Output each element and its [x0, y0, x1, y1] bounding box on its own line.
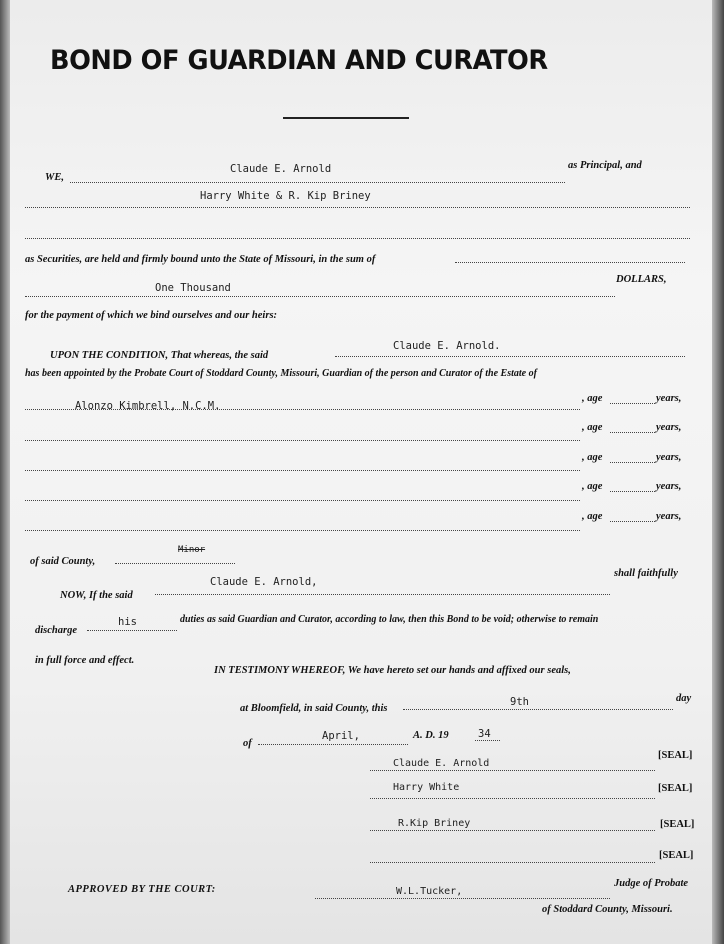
- his-value: his: [118, 616, 137, 628]
- years-label-3: years,: [656, 452, 682, 463]
- seal-label-4: [SEAL]: [659, 850, 694, 861]
- day-line: [403, 709, 673, 710]
- ward-line-5: [25, 530, 580, 531]
- securities-line-2: [25, 238, 690, 239]
- sum-words: One Thousand: [155, 282, 231, 294]
- county-line: [115, 563, 235, 564]
- title-rule: [283, 117, 409, 119]
- years-label-2: years,: [656, 422, 682, 433]
- principal-line: [70, 182, 565, 183]
- years-label-5: years,: [656, 511, 682, 522]
- age-line-5: [610, 521, 655, 522]
- age-label-5: , age: [582, 511, 603, 522]
- signature-2: Harry White: [393, 782, 460, 793]
- discharge-label: discharge: [35, 625, 77, 636]
- condition-line: [335, 356, 685, 357]
- stoddard-text: of Stoddard County, Missouri.: [542, 904, 673, 915]
- dollars-label: DOLLARS,: [616, 274, 667, 285]
- age-label-2: , age: [582, 422, 603, 433]
- ward-name: Alonzo Kimbrell, N.C.M.: [75, 400, 221, 412]
- now-line: [155, 594, 610, 595]
- seal-label-1: [SEAL]: [658, 750, 693, 761]
- appointed-text: has been appointed by the Probate Court of Stoddard County, Missouri, Guardian of the person and Curator of the Estate of: [25, 368, 537, 379]
- years-label-1: years,: [656, 393, 682, 404]
- judge-label: Judge of Probate: [614, 878, 689, 889]
- scan-edge-right: [712, 0, 724, 944]
- signature-1: Claude E. Arnold: [393, 758, 490, 769]
- signature-line-4: [370, 862, 655, 863]
- principal-name: Claude E. Arnold: [230, 163, 332, 175]
- day-label: day: [676, 693, 692, 704]
- signature-3: R.Kip Briney: [398, 818, 471, 829]
- of-label: of: [243, 738, 252, 749]
- condition-name: Claude E. Arnold.: [393, 340, 501, 352]
- ward-line-4: [25, 500, 580, 501]
- ward-line-3: [25, 470, 580, 471]
- age-line-1: [610, 403, 655, 404]
- bloomfield-text: at Bloomfield, in said County, this: [240, 703, 388, 714]
- county-status: Minor: [178, 545, 206, 555]
- day-value: 9th: [510, 696, 529, 708]
- sum-line-a: [455, 262, 685, 263]
- full-force-text: in full force and effect.: [35, 655, 135, 666]
- seal-label-2: [SEAL]: [658, 783, 693, 794]
- approved-text: APPROVED BY THE COURT:: [68, 884, 216, 895]
- securities-names: Harry White & R. Kip Briney: [200, 190, 371, 202]
- signature-line-3: [370, 830, 655, 831]
- age-label-3: , age: [582, 452, 603, 463]
- judge-name: W.L.Tucker,: [396, 886, 463, 897]
- county-text: of said County,: [30, 556, 96, 567]
- securities-line-1: [25, 207, 690, 208]
- securities-text: as Securities, are held and firmly bound unto the State of Missouri, in the sum of: [25, 254, 376, 265]
- ward-line-2: [25, 440, 580, 441]
- year-value: 34: [478, 728, 491, 740]
- now-name: Claude E. Arnold,: [210, 576, 318, 588]
- document-title: BOND OF GUARDIAN AND CURATOR: [50, 45, 548, 76]
- age-label-1: , age: [582, 393, 603, 404]
- we-label: WE,: [45, 172, 64, 183]
- month-value: April,: [322, 730, 360, 742]
- judge-line: [315, 898, 610, 899]
- month-line: [258, 744, 408, 745]
- age-line-3: [610, 462, 655, 463]
- sum-line-b: [25, 296, 615, 297]
- payment-text: for the payment of which we bind ourselves and our heirs:: [25, 310, 278, 321]
- condition-text: UPON THE CONDITION, That whereas, the said: [50, 350, 269, 361]
- as-principal-label: as Principal, and: [568, 160, 642, 171]
- age-line-2: [610, 432, 655, 433]
- duties-text: duties as said Guardian and Curator, according to law, then this Bond to be void; otherwise to remain: [180, 614, 599, 625]
- signature-line-1: [370, 770, 655, 771]
- now-text: NOW, If the said: [60, 590, 133, 601]
- ad-label: A. D. 19: [413, 730, 449, 741]
- age-label-4: , age: [582, 481, 603, 492]
- signature-line-2: [370, 798, 655, 799]
- age-line-4: [610, 491, 655, 492]
- his-line: [87, 630, 177, 631]
- seal-label-3: [SEAL]: [660, 819, 695, 830]
- testimony-text: IN TESTIMONY WHEREOF, We have hereto set our hands and affixed our seals,: [214, 665, 571, 676]
- faithfully-label: shall faithfully: [614, 568, 678, 579]
- year-line: [475, 740, 500, 741]
- scan-edge-left: [0, 0, 10, 944]
- years-label-4: years,: [656, 481, 682, 492]
